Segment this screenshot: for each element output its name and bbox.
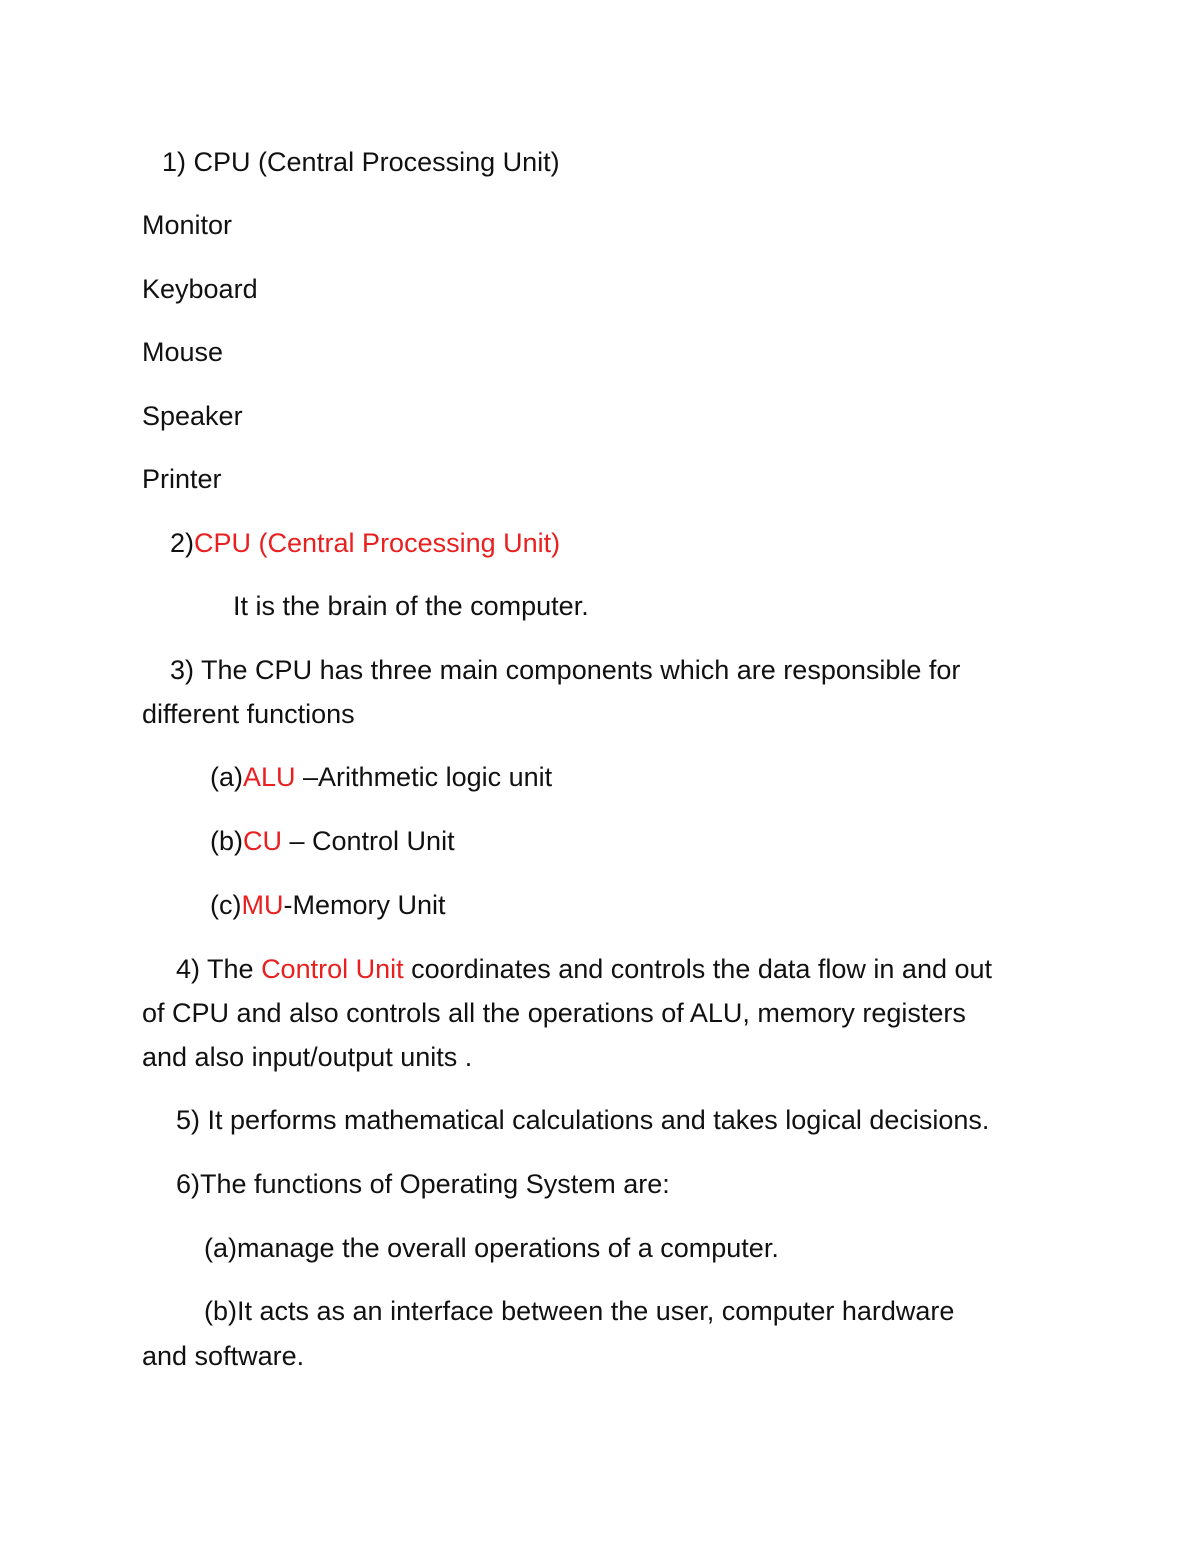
item-6-line [176,1162,670,1206]
list-item-speaker: Speaker [142,401,243,431]
list-item-keyboard: Keyboard [142,274,258,304]
component-mu-prefix: (c) [210,890,242,920]
item-2-text: It is the brain of the computer. [233,591,589,621]
component-alu-term: ALU [243,762,296,792]
item-4-line-3: and also input/output units . [142,1042,473,1072]
list-item-monitor: Monitor [142,210,233,240]
list-item-mouse: Mouse [142,337,224,367]
component-mu-term: MU [241,890,284,920]
item-1-number: 1) [162,147,187,177]
item-2-number: 2) [170,528,195,558]
component-mu [210,883,446,927]
item-6-a: (a)manage the overall operations of a computer. [204,1233,779,1263]
component-alu-prefix: (a) [210,762,243,792]
component-alu [210,755,552,799]
item-5-number: 5) [176,1105,201,1135]
item-4-pre: The [207,954,262,984]
list-item-printer: Printer [142,464,222,494]
item-5-text: It performs mathematical calculations and takes logical decisions. [207,1105,990,1135]
item-2-heading-line [170,521,560,565]
item-4-term: Control Unit [261,954,404,984]
item-3-line [170,648,960,692]
component-mu-desc: -Memory Unit [283,890,446,920]
item-1-text: CPU (Central Processing Unit) [193,147,560,177]
item-2-heading: CPU (Central Processing Unit) [194,528,561,558]
item-5-line [176,1098,989,1142]
component-cu [210,819,455,863]
component-cu-prefix: (b) [210,826,243,856]
item-6-b-cont: and software. [142,1341,305,1371]
item-1-line [162,140,560,184]
item-4-line-1-rest: coordinates and controls the data flow in and out [403,954,993,984]
component-cu-term: CU [243,826,282,856]
item-6-text: The functions of Operating System are: [200,1169,670,1199]
item-6-number: 6) [176,1169,201,1199]
component-cu-desc: – Control Unit [282,826,455,856]
item-4-line-1 [176,947,992,991]
component-alu-desc: –Arithmetic logic unit [295,762,553,792]
item-3-text: The CPU has three main components which are responsible for [201,655,961,685]
item-4-line-2: of CPU and also controls all the operations of ALU, memory registers [142,998,966,1028]
item-3-text-cont: different functions [142,699,355,729]
item-3-number: 3) [170,655,195,685]
item-6-b: (b)It acts as an interface between the user, computer hardware [204,1296,955,1326]
item-4-number: 4) [176,954,201,984]
